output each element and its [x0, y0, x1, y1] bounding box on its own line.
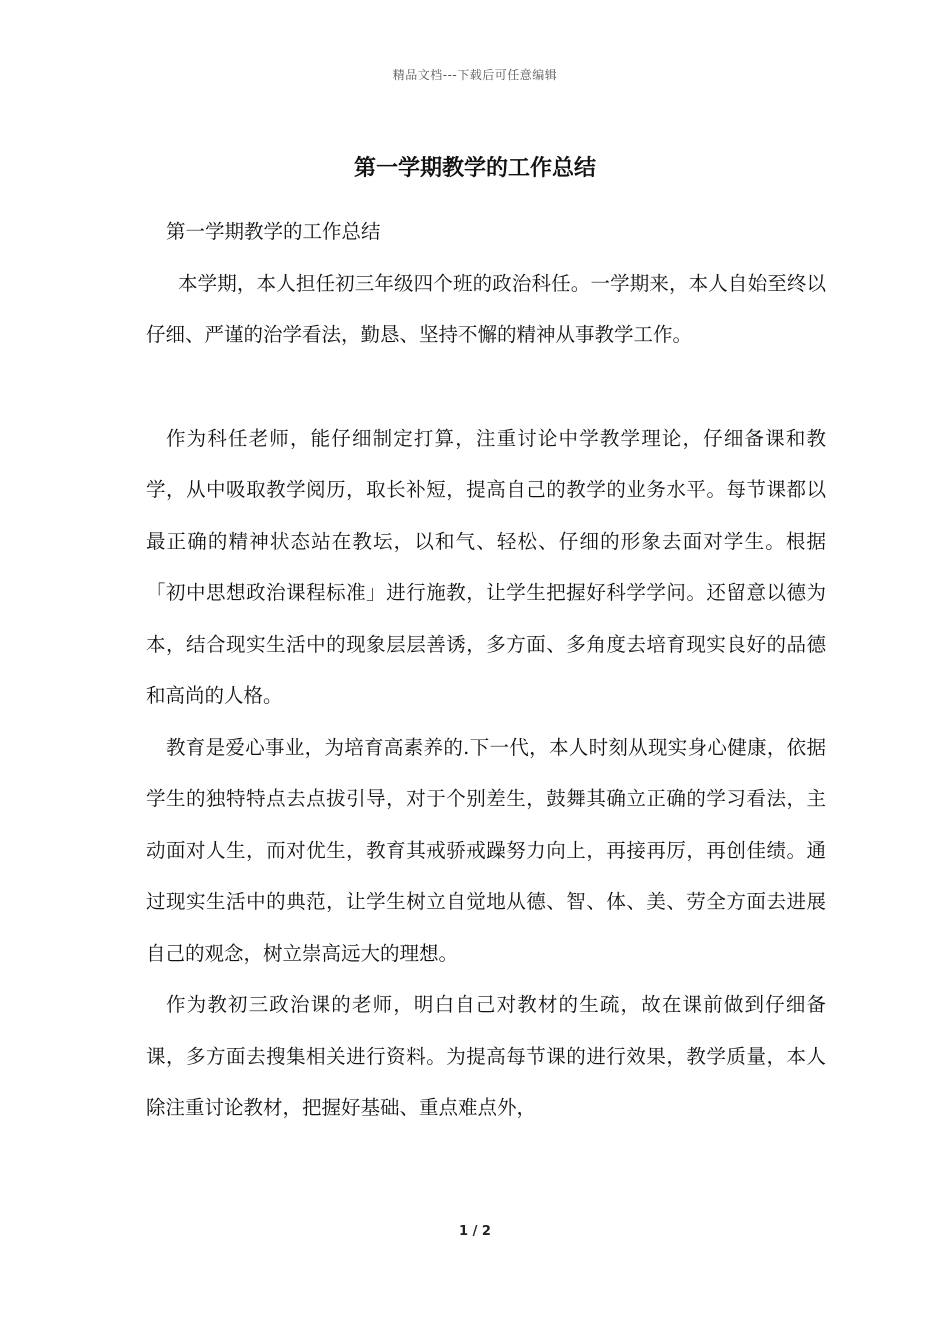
paragraph-spacer [146, 361, 826, 413]
document-title: 第一学期教学的工作总结 [353, 155, 596, 181]
paragraph-3: 教育是爱心事业，为培育高素养的.下一代，本人时刻从现实身心健康，依据学生的独特特点去点拔引导，对于个别差生，鼓舞其确立正确的学习看法，主动面对人生，而对优生，教育其戒骄戒躁努力向上，再接再厉，再创佳绩。通过现实生活中的典范，让学生树立自觉地从德、智、体、美、劳全方面去进展自己的观念，树立崇高远大的理想。 [146, 735, 826, 965]
paragraph-4: 作为教初三政治课的老师，明白自己对教材的生疏，故在课前做到仔细备课，多方面去搜集相关进行资料。为提高每节课的进行效果，教学质量，本人除注重讨论教材，把握好基础、重点难点外， [146, 993, 826, 1119]
paragraph-1: 本学期，本人担任初三年级四个班的政治科任。一学期来，本人自始至终以仔细、严谨的治学看法，勤恳、坚持不懈的精神从事教学工作。 [146, 271, 826, 346]
header-note: 精品文档---下载后可任意编辑 [392, 68, 558, 82]
paragraph-2: 作为科任老师，能仔细制定打算，注重讨论中学教学理论，仔细备课和教学，从中吸取教学阅历，取长补短，提高自己的教学的业务水平。每节课都以最正确的精神状态站在教坛，以和气、轻松、仔细的形象去面对学生。根据「初中思想政治课程标准」进行施教，让学生把握好科学学问。还留意以德为本，结合现实生活中的现象层层善诱，多方面、多角度去培育现实良好的品德和高尚的人格。 [146, 426, 826, 707]
page-number: 1 / 2 [459, 1224, 491, 1239]
document-subtitle: 第一学期教学的工作总结 [166, 220, 381, 243]
document-body [146, 206, 826, 1134]
